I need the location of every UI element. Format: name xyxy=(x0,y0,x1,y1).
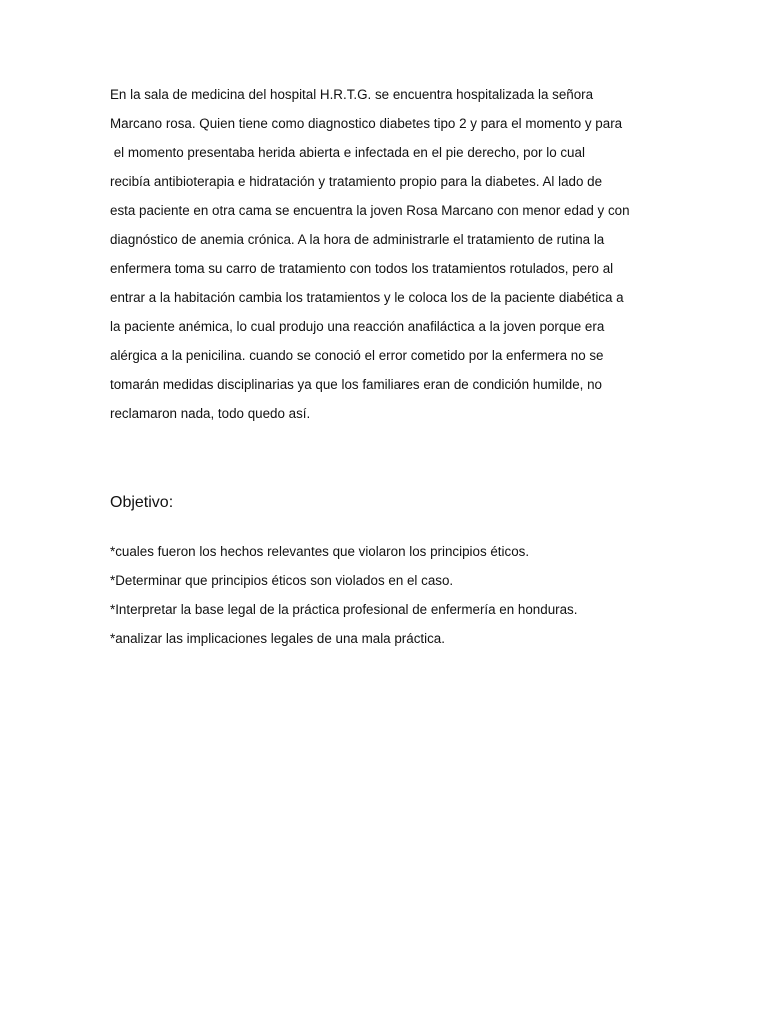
objective-item: *cuales fueron los hechos relevantes que violaron los principios éticos. xyxy=(110,544,530,559)
paragraph-line: reclamaron nada, todo quedo así. xyxy=(110,406,311,421)
objective-item: *analizar las implicaciones legales de una mala práctica. xyxy=(110,631,445,646)
paragraph-line: En la sala de medicina del hospital H.R.T.G. se encuentra hospitalizada la señora xyxy=(110,87,594,102)
paragraph-line: esta paciente en otra cama se encuentra la joven Rosa Marcano con menor edad y con xyxy=(110,203,630,218)
paragraph-line: Marcano rosa. Quien tiene como diagnostico diabetes tipo 2 y para el momento y para xyxy=(110,116,623,131)
paragraph-line: alérgica a la penicilina. cuando se conoció el error cometido por la enfermera no se xyxy=(110,348,604,363)
paragraph-line: entrar a la habitación cambia los tratamientos y le coloca los de la paciente diabética a xyxy=(110,290,624,305)
objectives-list xyxy=(110,542,670,658)
paragraph-line: tomarán medidas disciplinarias ya que los familiares eran de condición humilde, no xyxy=(110,377,602,392)
objective-heading: Objetivo: xyxy=(110,494,174,511)
paragraph-line: la paciente anémica, lo cual produjo una reacción anafiláctica a la joven porque era xyxy=(110,319,605,334)
objective-item: *Determinar que principios éticos son violados en el caso. xyxy=(110,573,454,588)
case-paragraph xyxy=(110,85,670,433)
paragraph-line: enfermera toma su carro de tratamiento con todos los tratamientos rotulados, pero al xyxy=(110,261,614,276)
objective-item: *Interpretar la base legal de la práctica profesional de enfermería en honduras. xyxy=(110,602,578,617)
paragraph-line: el momento presentaba herida abierta e infectada en el pie derecho, por lo cual xyxy=(110,145,585,160)
paragraph-line: recibía antibioterapia e hidratación y tratamiento propio para la diabetes. Al lado de xyxy=(110,174,603,189)
paragraph-line: diagnóstico de anemia crónica. A la hora de administrarle el tratamiento de rutina la xyxy=(110,232,605,247)
